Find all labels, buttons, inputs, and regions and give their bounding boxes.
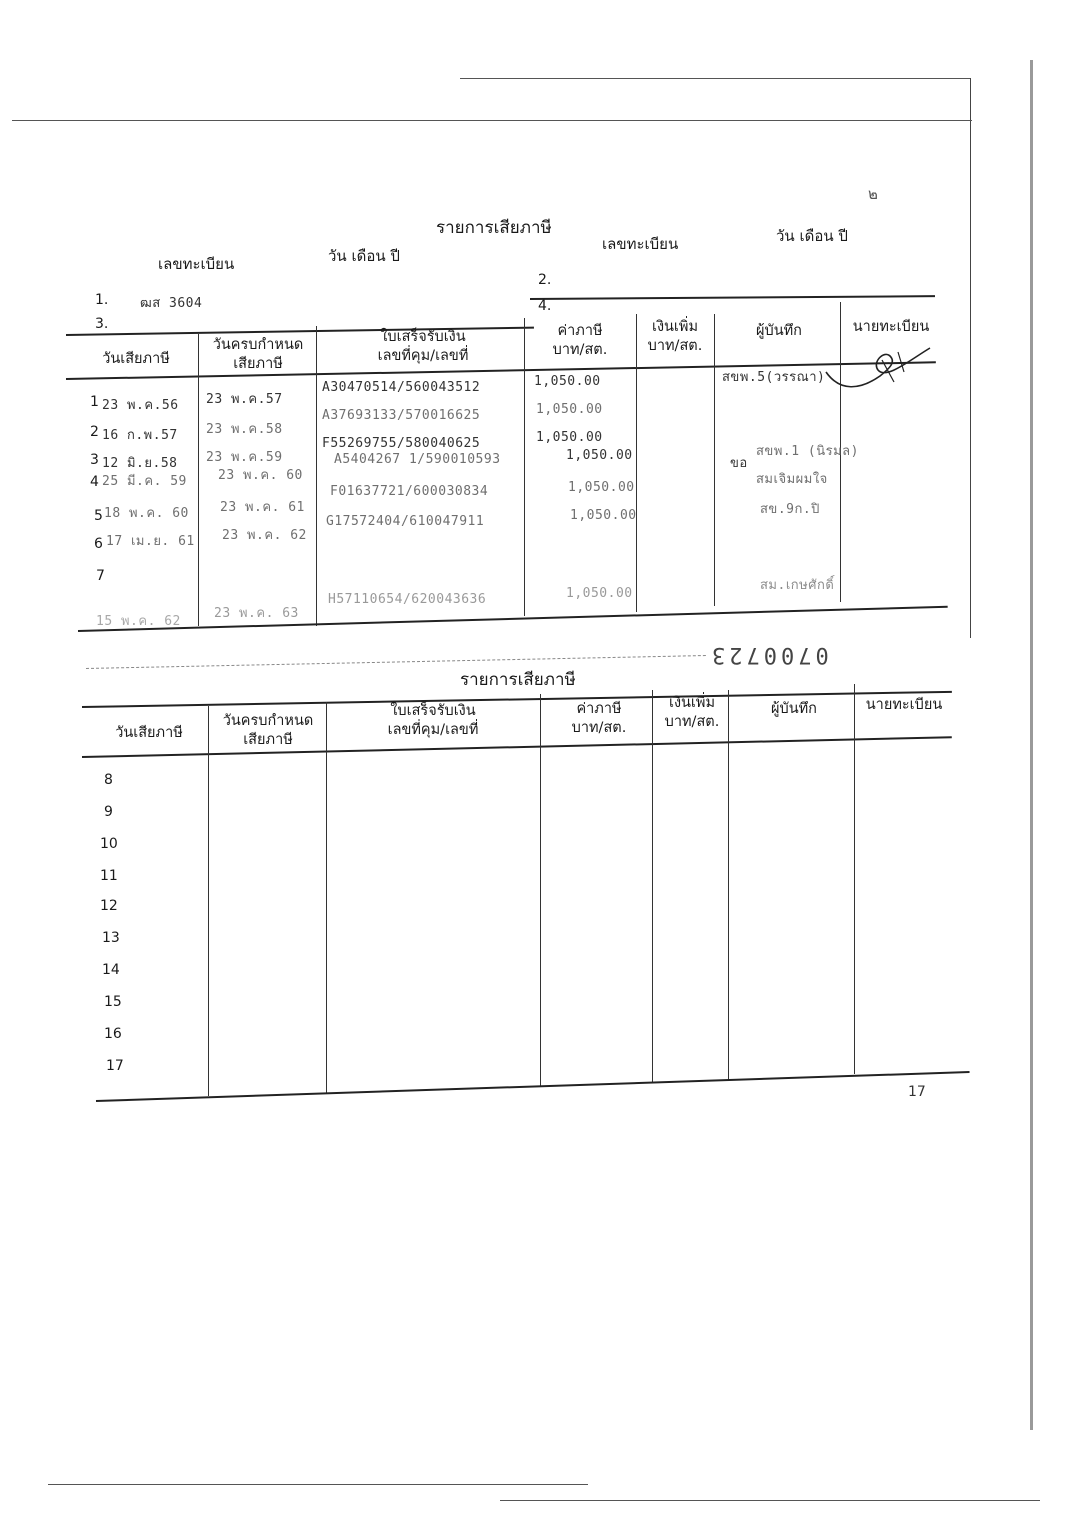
- reg-label-left: เลขทะเบียน: [158, 255, 235, 273]
- lower-row-number: 13: [102, 930, 120, 946]
- upper-row-number: 1: [90, 394, 99, 410]
- stamp-dotted-line: [86, 655, 706, 669]
- upper-row-tax: 1,050.00: [534, 374, 601, 389]
- upper-col-line-3: [524, 318, 525, 616]
- upper-row-recorder: สข.9ก.ปิ: [760, 502, 820, 517]
- lower-col-line-5: [728, 690, 729, 1080]
- upper-row-paid: 25 มี.ค. 59: [102, 474, 187, 489]
- upper-row-due: 23 พ.ค. 60: [218, 468, 303, 483]
- upper-header-registrar: นายทะเบียน: [852, 319, 930, 335]
- upper-row-receipt: G17572404/610047911: [326, 514, 485, 529]
- lower-col-line-6: [854, 684, 855, 1074]
- lower-title: รายการเสียภาษี: [460, 670, 576, 690]
- upper-row-tax: 1,050.00: [570, 508, 637, 523]
- upper-row-due: 23 พ.ค.59: [206, 450, 283, 465]
- lower-row-number: 11: [100, 868, 118, 884]
- upper-col-line-5: [714, 314, 715, 606]
- lower-row-number: 17: [106, 1058, 124, 1074]
- upper-row-number: 3: [90, 452, 99, 468]
- upper-row-due: 23 พ.ค.57: [206, 392, 283, 407]
- reg-label-right: เลขทะเบียน: [602, 235, 679, 253]
- upper-row-recorder: ขอ: [730, 456, 748, 471]
- upper-row-paid: 15 พ.ค. 62: [96, 614, 181, 629]
- lower-header-surcharge: เงินเพิ่ม บาท/สต.: [664, 695, 720, 730]
- scan-edge-bottom-2: [500, 1500, 1040, 1501]
- lower-header-paid-date: วันเสียภาษี: [115, 725, 183, 741]
- upper-row-receipt: F01637721/600030834: [330, 484, 489, 499]
- lower-header-tax: ค่าภาษี บาท/สต.: [571, 701, 627, 736]
- upper-header-recorder: ผู้บันทึก: [756, 323, 802, 339]
- scan-edge-top-2: [460, 78, 970, 79]
- lower-col-line-3: [540, 694, 541, 1086]
- upper-header-paid-date: วันเสียภาษี: [102, 351, 170, 367]
- upper-row-recorder: สม.เกษศักดิ์: [760, 578, 835, 593]
- lower-row-number: 12: [100, 898, 118, 914]
- upper-row-tax: 1,050.00: [536, 402, 603, 417]
- scan-edge-right-outer: [970, 78, 971, 638]
- stamp-number: 0700723: [708, 642, 829, 667]
- upper-row-receipt: H57110654/620043636: [328, 592, 487, 607]
- lower-header-due-date: วันครบกำหนด เสียภาษี: [222, 713, 314, 748]
- lower-header-receipt: ใบเสร็จรับเงิน เลขที่คุม/เลขที่: [387, 703, 479, 738]
- lower-row-number: 9: [104, 804, 113, 820]
- registrar-signature: [820, 342, 940, 398]
- slot-4-number: 4.: [538, 298, 552, 314]
- slot-1-number: 1.: [95, 292, 109, 308]
- date-label-right: วัน เดือน ปี: [776, 227, 848, 245]
- upper-row-number: 2: [90, 424, 99, 440]
- upper-row-paid: 17 เม.ย. 61: [106, 534, 195, 549]
- upper-row-recorder: สขพ.1 (นิรมล): [756, 444, 859, 459]
- slot-2-number: 2.: [538, 272, 552, 288]
- lower-row-number: 10: [100, 836, 118, 852]
- upper-row-paid: 18 พ.ค. 60: [104, 506, 189, 521]
- upper-header-receipt: ใบเสร็จรับเงิน เลขที่คุม/เลขที่: [377, 329, 469, 364]
- lower-row-number: 14: [102, 962, 120, 978]
- scan-edge-right: [1030, 60, 1033, 1430]
- upper-row-due: 23 พ.ค. 63: [214, 606, 299, 621]
- upper-row-tax: 1,050.00: [568, 480, 635, 495]
- lower-header-recorder: ผู้บันทึก: [771, 701, 817, 717]
- upper-row-paid: 23 พ.ค.56: [102, 398, 179, 413]
- page-number: 17: [908, 1084, 926, 1100]
- upper-row-tax: 1,050.00: [536, 430, 603, 445]
- slot-3-number: 3.: [95, 316, 109, 332]
- lower-col-line-1: [208, 706, 209, 1096]
- upper-row-receipt: A37693133/570016625: [322, 408, 481, 423]
- upper-row-number: 6: [94, 536, 103, 552]
- upper-row-receipt: A5404267 1/590010593: [334, 452, 501, 467]
- upper-row-receipt: F55269755/580040625: [322, 436, 481, 451]
- upper-row-number: 7: [96, 568, 105, 584]
- upper-row-recorder: สขพ.5(วรรณา): [722, 370, 826, 385]
- upper-row-tax: 1,050.00: [566, 448, 633, 463]
- upper-row-paid: 16 ก.พ.57: [102, 428, 178, 443]
- lower-row-number: 16: [104, 1026, 122, 1042]
- upper-col-line-4: [636, 314, 637, 612]
- upper-header-due-date: วันครบกำหนด เสียภาษี: [212, 337, 304, 372]
- upper-row-recorder: สมเจิมผมใจ: [756, 472, 828, 487]
- upper-table-bottom-rule: [78, 606, 948, 632]
- lower-header-registrar: นายทะเบียน: [865, 697, 943, 713]
- page-corner-mark: ๒: [868, 185, 878, 203]
- upper-row-number: 4: [90, 474, 99, 490]
- date-label-left: วัน เดือน ปี: [328, 247, 400, 265]
- upper-col-line-1: [198, 334, 199, 626]
- slot-1-plate: ฒส 3604: [140, 296, 203, 311]
- upper-header-tax: ค่าภาษี บาท/สต.: [552, 323, 608, 358]
- scan-edge-bottom: [48, 1484, 588, 1485]
- upper-row-receipt: A30470514/560043512: [322, 380, 481, 395]
- upper-row-due: 23 พ.ค. 61: [220, 500, 305, 515]
- lower-row-number: 8: [104, 772, 113, 788]
- lower-table-bottom-rule: [96, 1071, 970, 1102]
- upper-row-paid: 12 มิ.ย.58: [102, 456, 178, 471]
- lower-col-line-2: [326, 702, 327, 1094]
- upper-row-number: 5: [94, 508, 103, 524]
- upper-table-top-rule-right: [530, 295, 935, 300]
- lower-row-number: 15: [104, 994, 122, 1010]
- upper-title: รายการเสียภาษี: [436, 218, 552, 238]
- scan-edge-top: [12, 120, 972, 121]
- upper-row-due: 23 พ.ค.58: [206, 422, 283, 437]
- lower-col-line-4: [652, 690, 653, 1082]
- upper-header-surcharge: เงินเพิ่ม บาท/สต.: [647, 319, 703, 354]
- upper-row-tax: 1,050.00: [566, 586, 633, 601]
- upper-col-line-2: [316, 326, 317, 626]
- upper-row-due: 23 พ.ค. 62: [222, 528, 307, 543]
